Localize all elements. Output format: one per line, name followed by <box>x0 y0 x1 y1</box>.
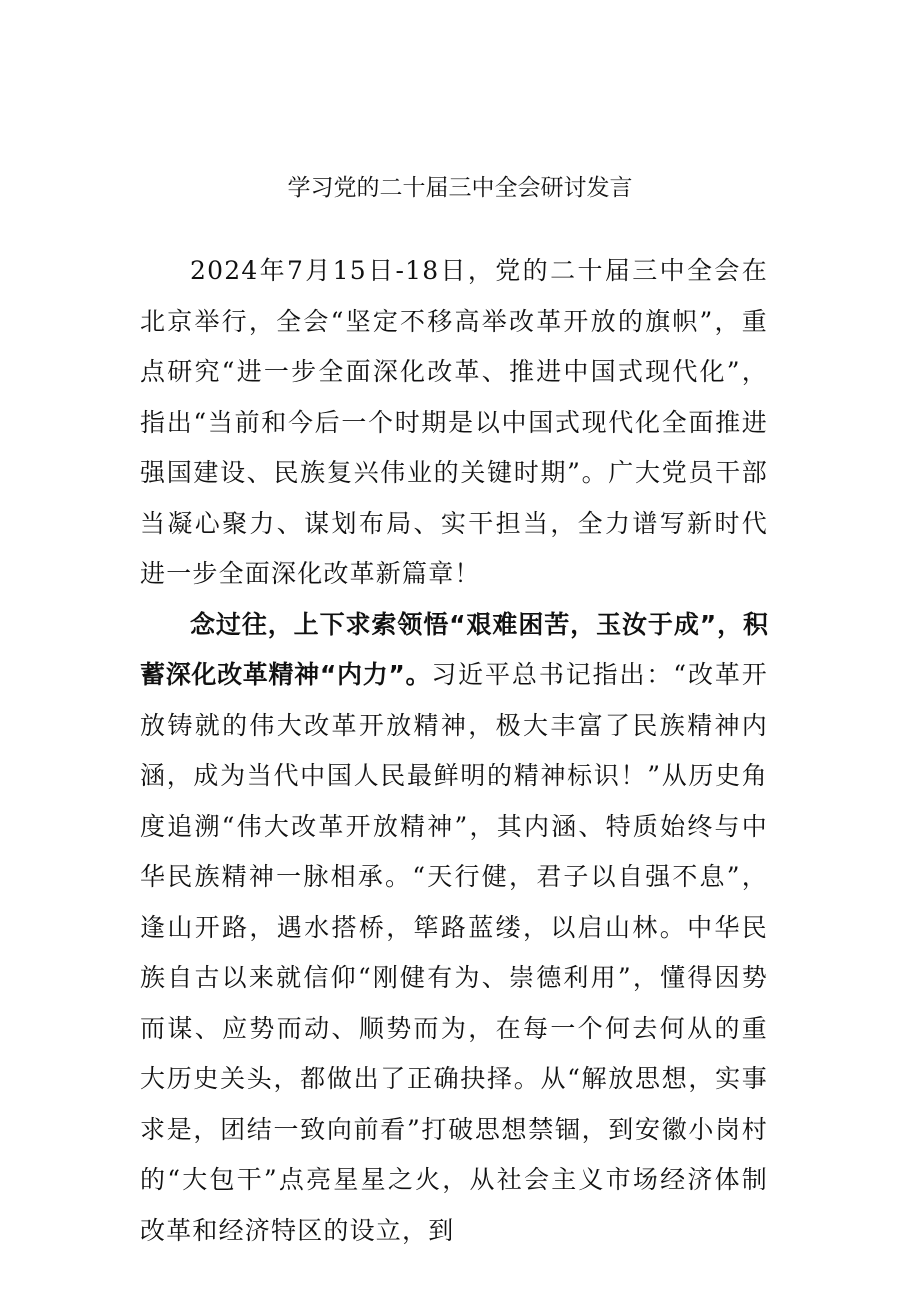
paragraph-body-text: 习近平总书记指出：“改革开放铸就的伟大改革开放精神，极大丰富了民族精神内涵，成为当代中国人民最鲜明的精神标识！”从历史角度追溯“伟大改革开放精神”，其内涵、特质始终与中华民族精神一脉相承。“天行健，君子以自强不息”，逢山开路，遇水搭桥，筚路蓝缕，以启山林。中华民族自古以来就信仰“刚健有为、崇德利用”，懂得因势而谋、应势而动、顺势而为，在每一个何去何从的重大历史关头，都做出了正确抉择。从“解放思想，实事求是，团结一致向前看”打破思想禁锢，到安徽小岗村的“大包干”点亮星星之火，从社会主义市场经济体制改革和经济特区的设立，到 <box>140 660 768 1245</box>
paragraph-intro: 2024年7月15日-18日，党的二十届三中全会在北京举行，全会“坚定不移高举改革开放的旗帜”，重点研究“进一步全面深化改革、推进中国式现代化”，指出“当前和今后一个时期是以中国式现代化全面推进强国建设、民族复兴伟业的关键时期”。广大党员干部当凝心聚力、谋划布局、实干担当，全力谱写新时代进一步全面深化改革新篇章！ <box>140 256 768 588</box>
paragraph-lead-heading: 念过往，上下求索领悟“艰难困苦，玉汝于成”，积蓄深化改革精神“内力”。 <box>140 609 768 689</box>
page-title: 学习党的二十届三中全会研讨发言 <box>287 175 633 201</box>
paragraph-review <box>140 600 768 1257</box>
document-body <box>140 246 768 1256</box>
